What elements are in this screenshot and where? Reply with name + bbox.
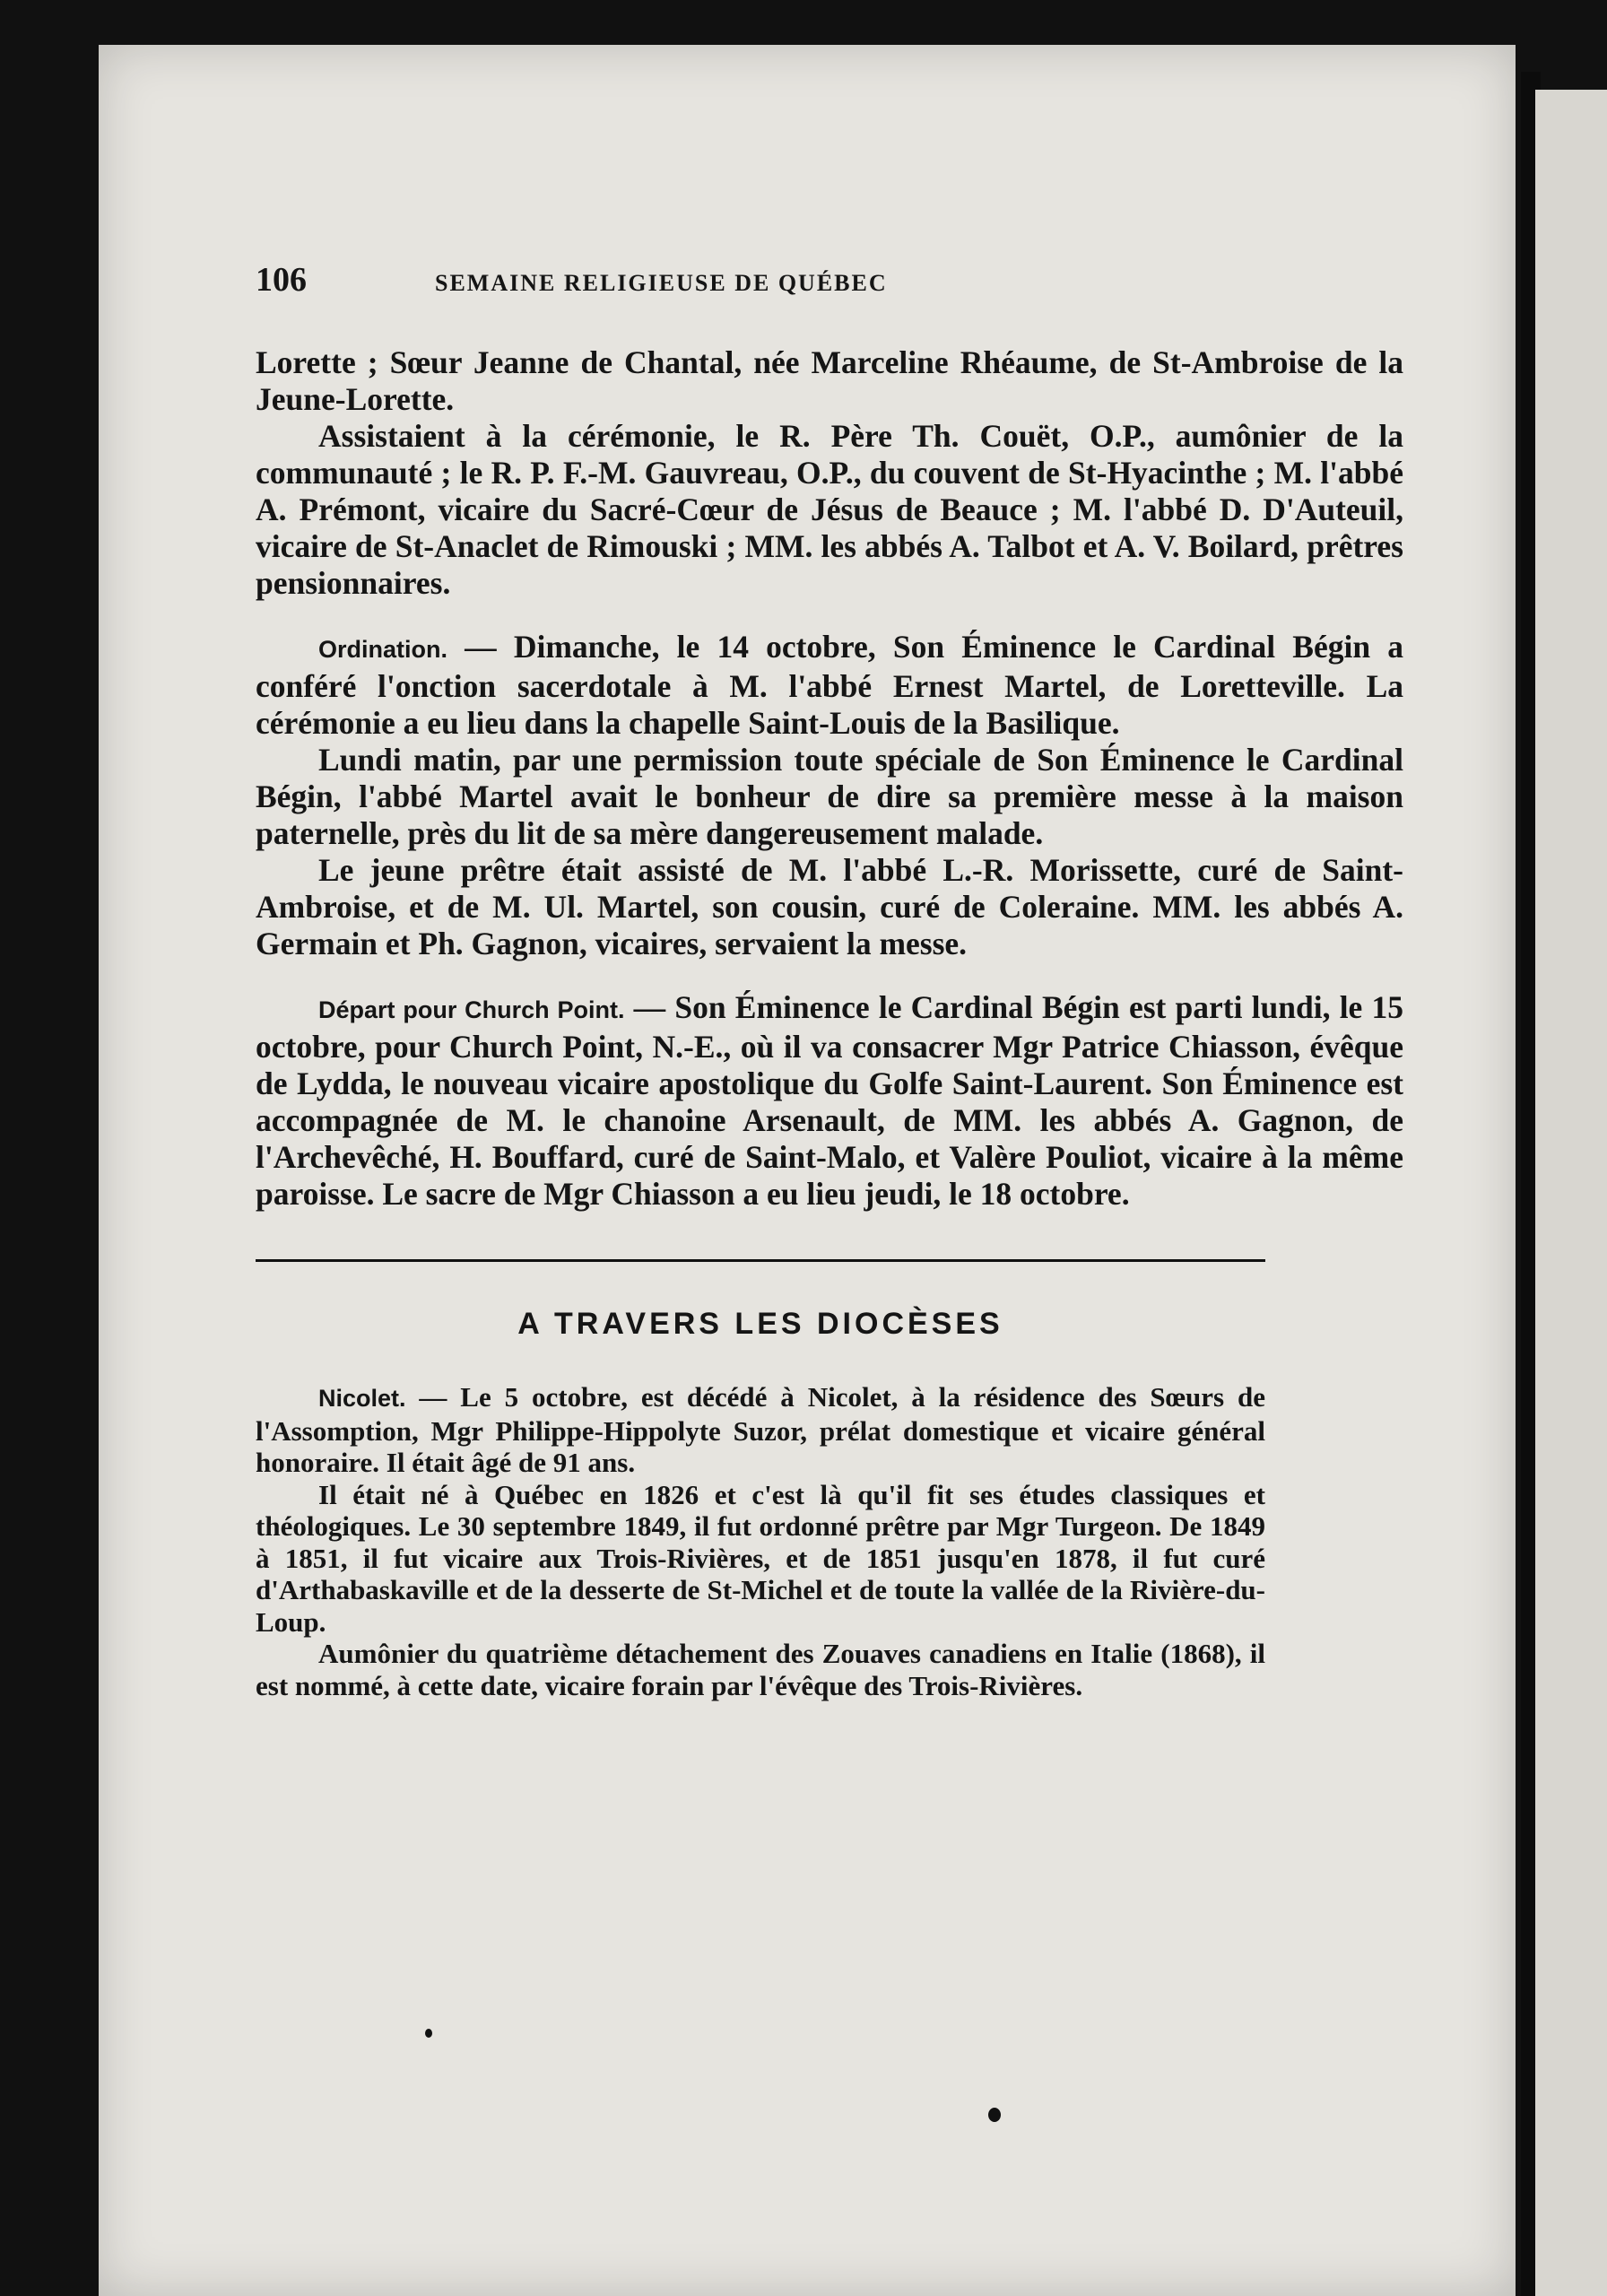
running-head: SEMAINE RELIGIEUSE DE QUÉBEC [435,270,888,296]
nicolet-text: — Le 5 octobre, est décédé à Nicolet, à la résidence des Sœurs de l'Assomption, Mgr Philippe-Hippolyte Suzor, prélat domestique et vicaire général honoraire. Il était âgé de 91 ans. [256,1381,1265,1478]
section-title: A TRAVERS LES DIOCÈSES [517,1307,1003,1341]
paragraph-assistaient: Assistaient à la cérémonie, le R. Père Th. Couët, O.P., aumônier de la communauté ; le R. P. F.-M. Gauvreau, O.P., du couvent de St-Hyacinthe ; M. l'abbé A. Prémont, vicaire du Sacré-Cœur de Jésus de Beauce ; M. l'abbé D. D'Auteuil, vicaire de St-Anaclet de Rimouski ; MM. les abbés A. Talbot et A. V. Boilard, prêtres pensionnaires. [256,418,1403,601]
paragraph-nicolet [256,1381,1265,1479]
paragraph-ne-a-quebec: Il était né à Québec en 1826 et c'est là qu'il fit ses études classiques et théologiques. Le 30 septembre 1849, il fut ordonné prêtre par Mgr Turgeon. De 1849 à 1851, il fut vicaire aux Trois-Rivières, et de 1851 jusqu'en 1878, il fut curé d'Arthabaskaville et de la desserte de St-Michel et de toute la vallée de la Rivière-du-Loup. [256,1478,1265,1638]
paragraph-lundi: Lundi matin, par une permission toute spéciale de Son Éminence le Cardinal Bégin, l'abbé Martel avait le bonheur de dire sa première messe à la maison paternelle, près du lit de sa mère dangereusement malade. [256,742,1403,851]
ordination-text: — Dimanche, le 14 octobre, Son Éminence le Cardinal Bégin a conféré l'onction sacerdotale à M. l'abbé Ernest Martel, de Loretteville. La cérémonie a eu lieu dans la chapelle Saint-Louis de la Basilique. [256,629,1403,741]
depart-text: — Son Éminence le Cardinal Bégin est parti lundi, le 15 octobre, pour Church Point, N.-E., où il va consacrer Mgr Patrice Chiasson, évêque de Lydda, le nouveau vicaire apostolique du Golfe Saint-Laurent. Son Éminence est accompagnée de M. le chanoine Arsenault, de MM. les abbés A. Gagnon, de l'Archevêché, H. Bouffard, curé de Saint-Malo, et Valère Pouliot, vicaire à la même paroisse. Le sacre de Mgr Chiasson a eu lieu jeudi, le 18 octobre. [256,989,1404,1212]
ink-speck [988,2108,1001,2122]
section-body [256,1381,1265,1701]
page-content [256,260,1403,1701]
section-divider [256,1259,1265,1262]
paragraph-depart [256,989,1403,1213]
paragraph-lorette: Lorette ; Sœur Jeanne de Chantal, née Marceline Rhéaume, de St-Ambroise de la Jeune-Lorette. [256,344,1403,417]
page-number: 106 [256,261,307,299]
ink-speck [425,2029,432,2038]
depart-heading: Départ pour Church Point. [318,996,625,1023]
facing-page-edge [1535,90,1607,2296]
ordination-heading: Ordination. [318,636,447,663]
paragraph-ordination [256,629,1403,742]
paragraph-aumonier: Aumônier du quatrième détachement des Zouaves canadiens en Italie (1868), il est nommé, à cette date, vicaire forain par l'évêque des Trois-Rivières. [256,1638,1265,1701]
page-header [256,260,1403,341]
nicolet-heading: Nicolet. [318,1385,406,1412]
paragraph-jeune-pretre: Le jeune prêtre était assisté de M. l'abbé L.-R. Morissette, curé de Saint-Ambroise, et de M. Ul. Martel, son cousin, curé de Coleraine. MM. les abbés A. Germain et Ph. Gagnon, vicaires, servaient la messe. [256,852,1403,961]
document-page [99,45,1516,2296]
